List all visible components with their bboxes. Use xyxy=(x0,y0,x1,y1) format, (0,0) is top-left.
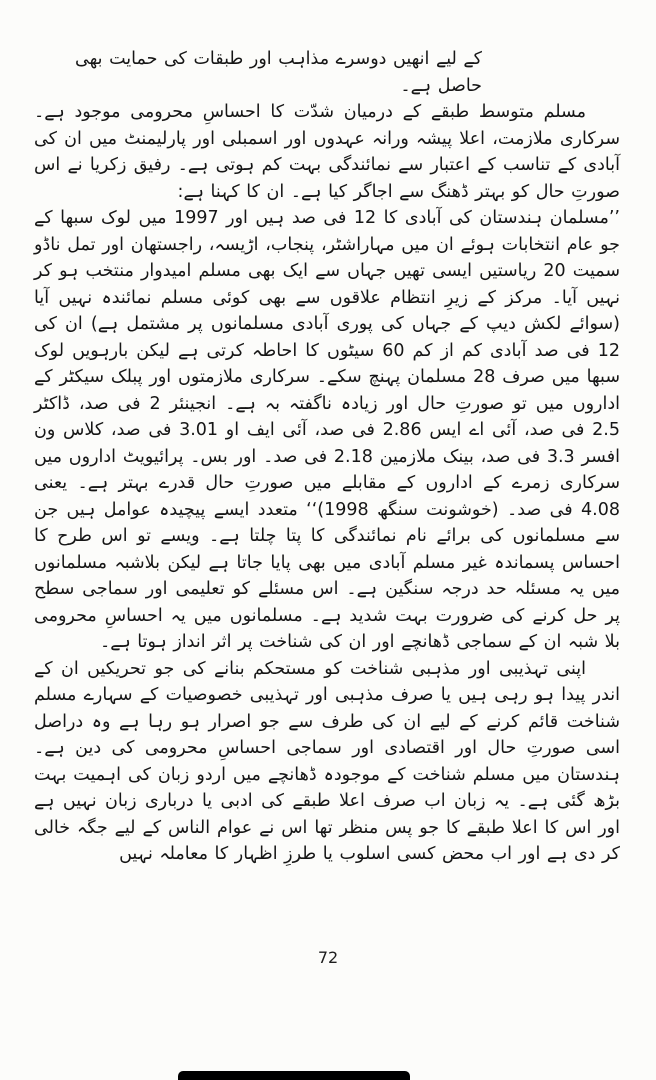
paragraph-body-1: مسلم متوسط طبقے کے درمیان شدّت کا احساسِ محرومی موجود ہے۔ سرکاری ملازمت، اعلا پیشہ ورانہ عہدوں اور اسمبلی اور پارلیمنٹ میں ان کی آبادی کے تناسب کے اعتبار سے نمائندگی بہت کم ہوتی ہے۔ رفیق زکریا نے اس صورتِ حال کو بہتر ڈھنگ سے اجاگر کیا ہے۔ ان کا کہنا ہے: xyxy=(34,102,620,202)
paragraph-body-2: اپنی تہذیبی اور مذہبی شناخت کو مستحکم بنانے کی جو تحریکیں ان کے اندر پیدا ہو رہی ہیں یا صرف مذہبی اور تہذیبی خصوصیات کے سہارے مسلم شناخت قائم کرنے کے لیے ان کی طرف سے جو اصرار ہو رہا ہے وہ دراصل اسی صورتِ حال اور اقتصادی اور سماجی احساسِ محرومی کی دین ہے۔ ہندستان میں مسلم شناخت کے موجودہ ڈھانچے میں اردو زبان کی اہمیت بہت بڑھ گئی ہے۔ یہ زبان اب صرف اعلا طبقے کی ادبی یا درباری زبان نہیں ہے اور اس کا اعلا طبقے کا جو پس منظر تھا اس نے عوام الناس کے لیے جگہ خالی کر دی ہے اور اب محض کسی اسلوب یا طرزِ اظہار کا معاملہ نہیں xyxy=(34,658,620,864)
paragraph-continuation: کے لیے انھیں دوسرے مذاہب اور طبقات کی حمایت بھی حاصل ہے۔ xyxy=(75,49,482,96)
paragraph-quotation-body: ’’مسلمان ہندستان کی آبادی کا 12 فی صد ہیں اور 1997 میں لوک سبھا کے جو عام انتخابات ہوئے ان میں مہاراشٹر، پنجاب، اڑیسہ، راجستھان اور تمل ناڈو سمیت 20 ریاستیں ایسی تھیں جہاں سے ایک بھی مسلم امیدوار منتخب ہو کر نہیں آیا۔ مرکز کے زیرِ انتظام علاقوں سے بھی کوئی مسلم نمائندہ نہیں آیا (سوائے لکش دیپ کے جہاں کی پوری آبادی مسلمانوں پر مشتمل ہے) ان کی 12 فی صد آبادی کم از کم 60 سیٹوں کا احاطہ کرتی ہے لیکن بارہویں لوک سبھا میں صرف 28 مسلمان پہنچ سکے۔ سرکاری ملازمتوں اور پبلک سیکٹر کے اداروں میں تو صورتِ حال اور زیادہ ناگفتہ بہ ہے۔ انجینئر 2 فی صد، ڈاکٹر 2.5 فی صد، آئی اے ایس 2.86 فی صد، آئی ایف او 3.01 فی صد، کلاس ون افسر 3.3 فی صد، بینک ملازمین 2.18 فی صد۔ اور بس۔ پرائیویٹ اداروں میں سرکاری زمرے کے اداروں کے مقابلے میں صورتِ حال قدرے بہتر ہے۔ یعنی 4.08 فی صد۔ (خوشونت سنگھ 1998)‘‘ متعدد ایسے پیچیدہ عوامل ہیں جن سے مسلمانوں کی برائے نام نمائندگی کا پتا چلتا ہے۔ ویسے تو اس طرح کا احساس پسماندہ غیر مسلم آبادی میں بھی پایا جاتا ہے لیکن بلاشبہ مسلمانوں میں یہ مسئلہ حد درجہ سنگین ہے۔ اس مسئلے کو تعلیمی اور سماجی سطح پر حل کرنے کی ضرورت بہت شدید ہے۔ مسلمانوں میں یہ احساسِ محرومی بلا شبہ ان کے سماجی ڈھانچے اور ان کی شناخت پر اثر انداز ہوتا ہے۔ xyxy=(34,208,621,652)
scan-artifact xyxy=(178,1071,410,1080)
page-text-block xyxy=(34,46,620,868)
page-number: 72 xyxy=(317,948,339,967)
